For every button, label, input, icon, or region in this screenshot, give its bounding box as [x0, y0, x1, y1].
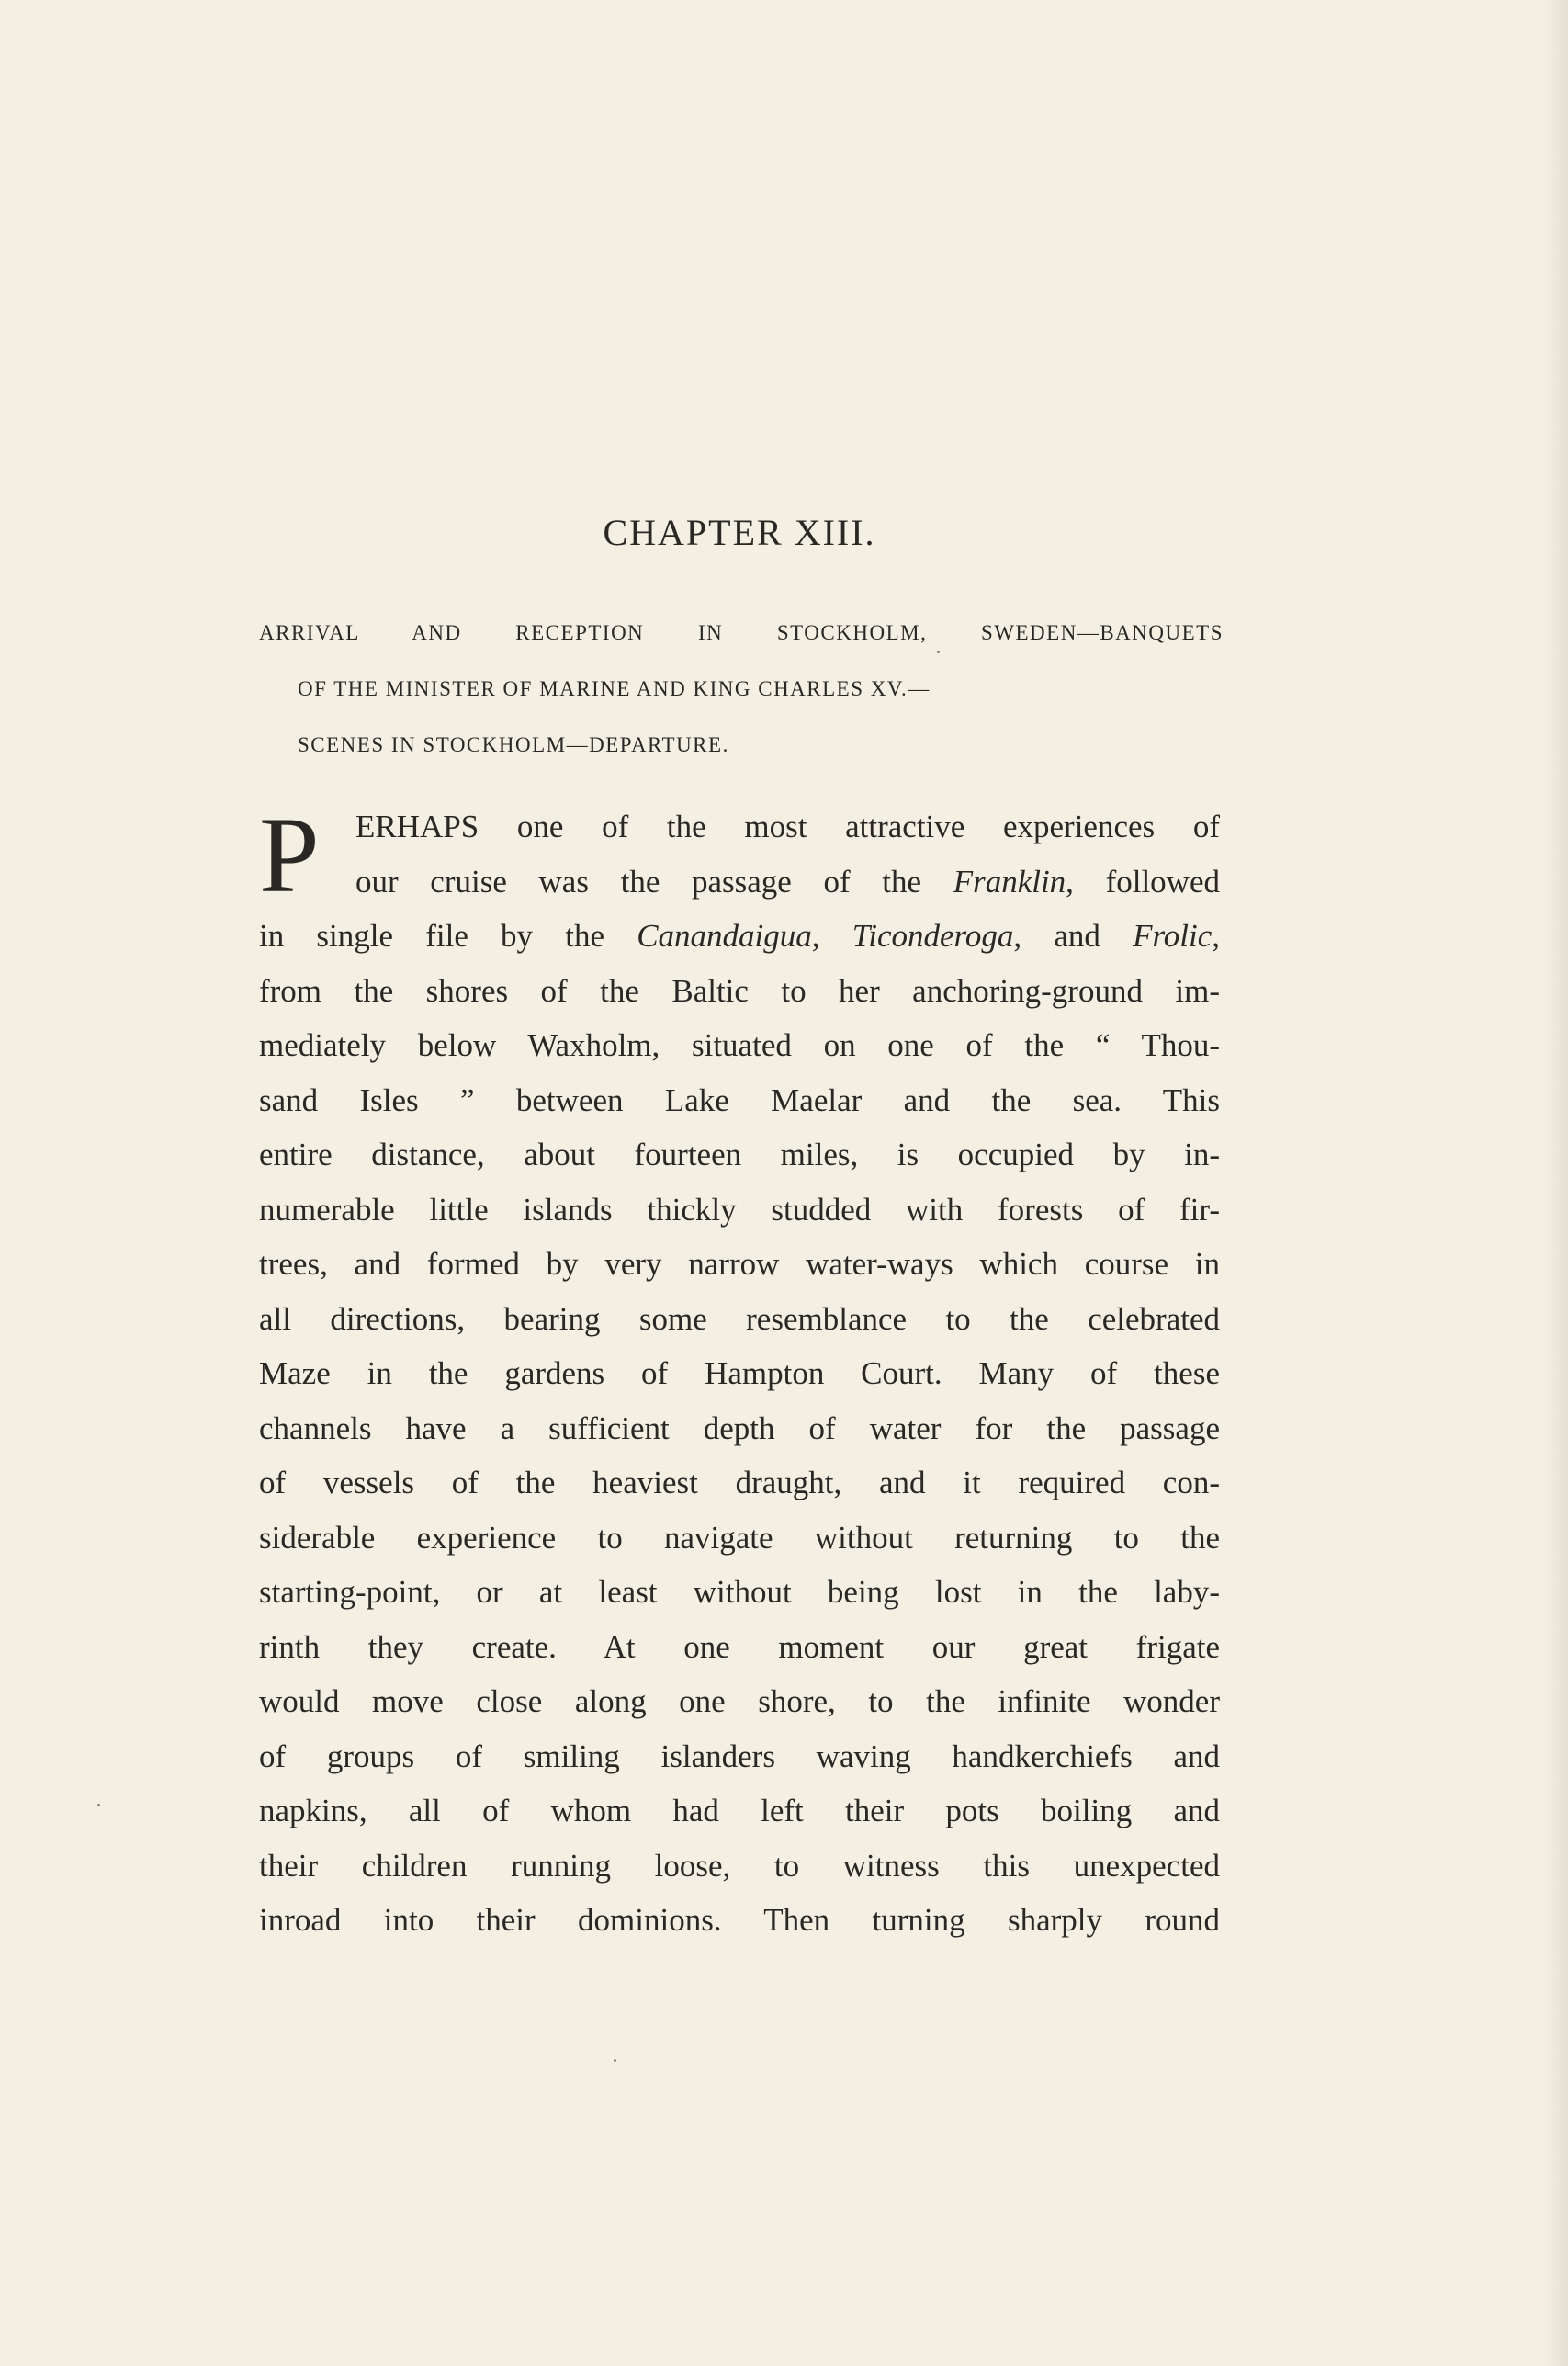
text-line: of vessels of the heaviest draught, and it required con- [259, 1465, 1220, 1500]
drop-cap: P [259, 795, 320, 915]
ship-name: Franklin [953, 863, 1066, 900]
text-line: Maze in the gardens of Hampton Court. Many of these [259, 1355, 1220, 1391]
text-line: numerable little islands thickly studded with forests of fir- [259, 1191, 1220, 1228]
text-line: siderable experience to navigate without returning to the [259, 1519, 1220, 1556]
ship-name: Frolic [1133, 918, 1213, 954]
summary-line: SCENES IN STOCKHOLM—DEPARTURE. [298, 733, 729, 756]
text-line: our cruise was the passage of the Franklin, followed [355, 863, 1220, 900]
text-line: would move close along one shore, to the infinite wonder [259, 1683, 1220, 1719]
paper-speck [937, 651, 940, 653]
text-line: in single file by the Canandaigua, Ticonderoga, and Frolic, [259, 918, 1220, 954]
text-line: all directions, bearing some resemblance to the celebrated [259, 1300, 1220, 1337]
text-line: napkins, all of whom had left their pots boiling and [259, 1793, 1220, 1828]
chapter-summary [259, 605, 1224, 773]
text-line: ERHAPS one of the most attractive experiences of [355, 809, 1220, 844]
summary-line: OF THE MINISTER OF MARINE AND KING CHARLES XV.— [298, 677, 931, 700]
text-line: trees, and formed by very narrow water-ways which course in [259, 1246, 1220, 1282]
text-line: their children running loose, to witness this unexpected [259, 1847, 1220, 1884]
paper-speck [97, 1804, 100, 1806]
text-line: entire distance, about fourteen miles, is occupied by in- [259, 1137, 1220, 1172]
page-edge-shadow [1544, 0, 1568, 2366]
summary-line: ARRIVAL AND RECEPTION IN STOCKHOLM, SWEDEN—BANQUETS [259, 621, 1224, 644]
text-line: starting-point, or at least without being lost in the laby- [259, 1574, 1220, 1610]
text-line: inroad into their dominions. Then turning sharply round [259, 1902, 1220, 1938]
text-line: rinth they create. At one moment our great frigate [259, 1628, 1220, 1665]
paper-speck [614, 2059, 616, 2062]
chapter-title: CHAPTER XIII. [603, 512, 876, 553]
text-line: mediately below Waxholm, situated on one of the “ Thou- [259, 1027, 1220, 1063]
text-line: of groups of smiling islanders waving handkerchiefs and [259, 1738, 1220, 1774]
text-line: sand Isles ” between Lake Maelar and the sea. This [259, 1081, 1220, 1118]
ship-name: Canandaigua [637, 918, 812, 954]
text-line: channels have a sufficient depth of water for the passage [259, 1409, 1220, 1446]
text-line: from the shores of the Baltic to her anchoring-ground im- [259, 972, 1220, 1009]
body-paragraph [259, 795, 1220, 1948]
ship-name: Ticonderoga [852, 918, 1014, 954]
